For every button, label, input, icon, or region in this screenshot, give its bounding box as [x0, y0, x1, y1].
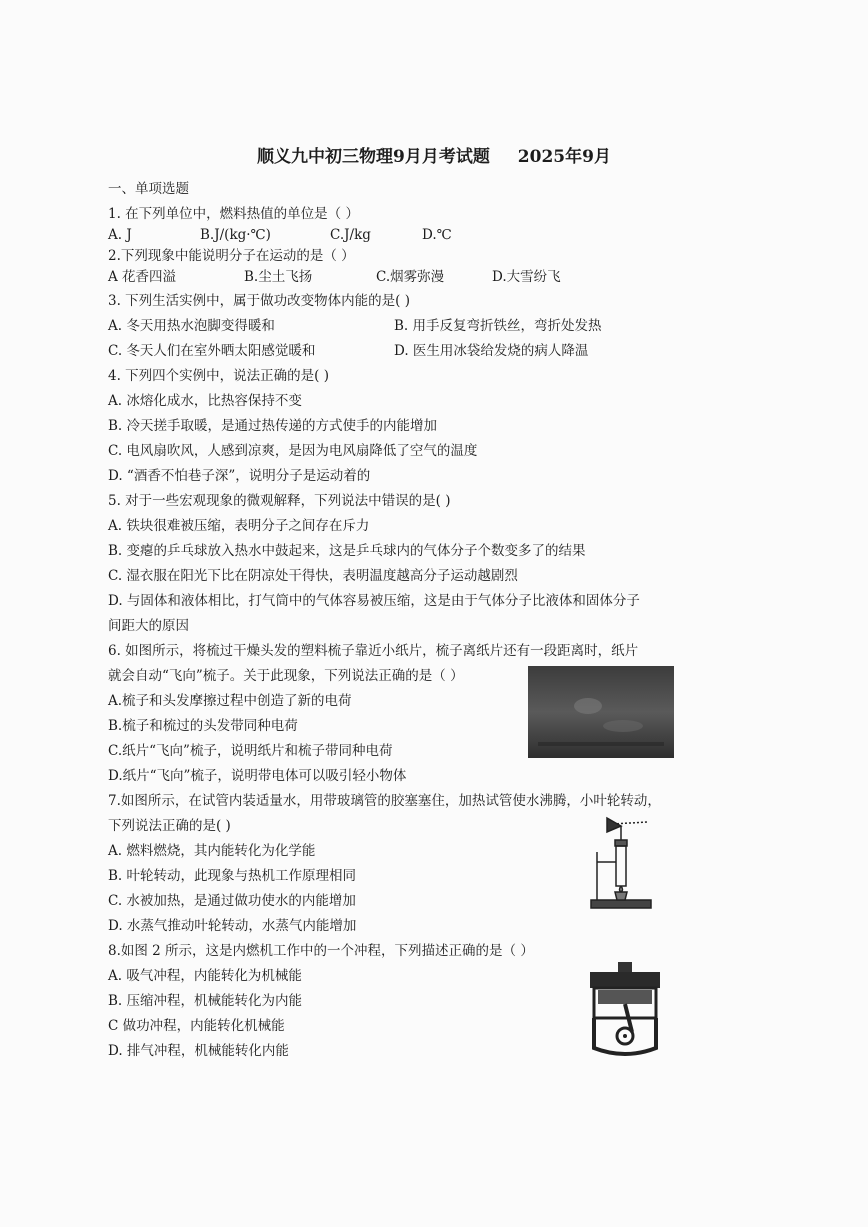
q3-stem: 3. 下列生活实例中，属于做功改变物体内能的是( ): [108, 293, 410, 309]
q2-option-c: C.烟雾弥漫: [376, 269, 445, 285]
q1-option-b: B.J/(kg·℃): [200, 227, 271, 243]
engine-stroke-figure: [584, 960, 666, 1060]
section-heading: 一、单项选题: [108, 181, 189, 197]
q5-option-c: C. 湿衣服在阳光下比在阴凉处干得快，表明温度越高分子运动越剧烈: [108, 568, 518, 584]
exam-title: 顺义九中初三物理9月月考试题: [257, 147, 490, 167]
q2-stem: 2.下列现象中能说明分子在运动的是（ ）: [108, 248, 355, 264]
q6-option-c: C.纸片“飞向”梳子，说明纸片和梳子带同种电荷: [108, 743, 393, 759]
q8-option-c: C 做功冲程，内能转化机械能: [108, 1018, 285, 1034]
q4-option-a: A. 冰熔化成水，比热容保持不变: [108, 393, 302, 409]
q4-stem: 4. 下列四个实例中，说法正确的是( ): [108, 368, 329, 384]
q1-stem: 1. 在下列单位中，燃料热值的单位是（ ）: [108, 206, 359, 222]
q3-option-a: A. 冬天用热水泡脚变得暖和: [108, 318, 275, 334]
q8-option-b: B. 压缩冲程，机械能转化为内能: [108, 993, 303, 1009]
q5-option-b: B. 变瘪的乒乓球放入热水中鼓起来，这是乒乓球内的气体分子个数变多了的结果: [108, 543, 586, 559]
q6-stem-line1: 6. 如图所示，将梳过干燥头发的塑料梳子靠近小纸片，梳子离纸片还有一段距离时，纸片: [108, 643, 639, 659]
q6-option-d: D.纸片“飞向”梳子，说明带电体可以吸引轻小物体: [108, 768, 407, 784]
q3-option-b: B. 用手反复弯折铁丝，弯折处发热: [394, 318, 602, 334]
q6-stem-line2: 就会自动“飞向”梳子。关于此现象，下列说法正确的是（ ）: [108, 668, 464, 684]
q4-option-b: B. 冷天搓手取暖，是通过热传递的方式使手的内能增加: [108, 418, 438, 434]
comb-paper-photo: [528, 666, 674, 758]
q5-option-d-line1: D. 与固体和液体相比，打气筒中的气体容易被压缩，这是由于气体分子比液体和固体分子: [108, 593, 640, 609]
exam-date: 2025年9月: [517, 147, 611, 167]
q6-option-a: A.梳子和头发摩擦过程中创造了新的电荷: [108, 693, 352, 709]
q5-option-a: A. 铁块很难被压缩，表明分子之间存在斥力: [108, 518, 370, 534]
q2-option-a: A 花香四溢: [108, 269, 177, 285]
q7-option-c: C. 水被加热，是通过做功使水的内能增加: [108, 893, 356, 909]
q1-option-d: D.℃: [422, 227, 452, 243]
q4-option-d: D. “酒香不怕巷子深”，说明分子是运动着的: [108, 468, 371, 484]
q7-option-b: B. 叶轮转动，此现象与热机工作原理相同: [108, 868, 357, 884]
q7-option-d: D. 水蒸气推动叶轮转动，水蒸气内能增加: [108, 918, 357, 934]
test-tube-pinwheel-figure: [585, 812, 665, 912]
q1-option-c: C.J/kg: [330, 227, 371, 243]
page-title: [0, 142, 868, 167]
q1-option-a: A. J: [108, 227, 132, 243]
q7-stem-line2: 下列说法正确的是( ): [108, 818, 231, 834]
q8-stem: 8.如图 2 所示，这是内燃机工作中的一个冲程，下列描述正确的是（ ）: [108, 943, 534, 959]
q4-option-c: C. 电风扇吹风，人感到凉爽，是因为电风扇降低了空气的温度: [108, 443, 478, 459]
q3-option-c: C. 冬天人们在室外晒太阳感觉暖和: [108, 343, 316, 359]
q5-option-d-line2: 间距大的原因: [108, 618, 189, 634]
q2-option-d: D.大雪纷飞: [492, 269, 561, 285]
q8-option-d: D. 排气冲程，机械能转化内能: [108, 1043, 289, 1059]
q2-option-b: B.尘土飞扬: [244, 269, 313, 285]
q3-option-d: D. 医生用冰袋给发烧的病人降温: [394, 343, 589, 359]
q5-stem: 5. 对于一些宏观现象的微观解释，下列说法中错误的是( ): [108, 493, 451, 509]
q7-option-a: A. 燃料燃烧，其内能转化为化学能: [108, 843, 316, 859]
q8-option-a: A. 吸气冲程，内能转化为机械能: [108, 968, 302, 984]
q6-option-b: B.梳子和梳过的头发带同种电荷: [108, 718, 298, 734]
q7-stem-line1: 7.如图所示，在试管内装适量水，用带玻璃管的胶塞塞住，加热试管使水沸腾，小叶轮转动，: [108, 793, 661, 809]
